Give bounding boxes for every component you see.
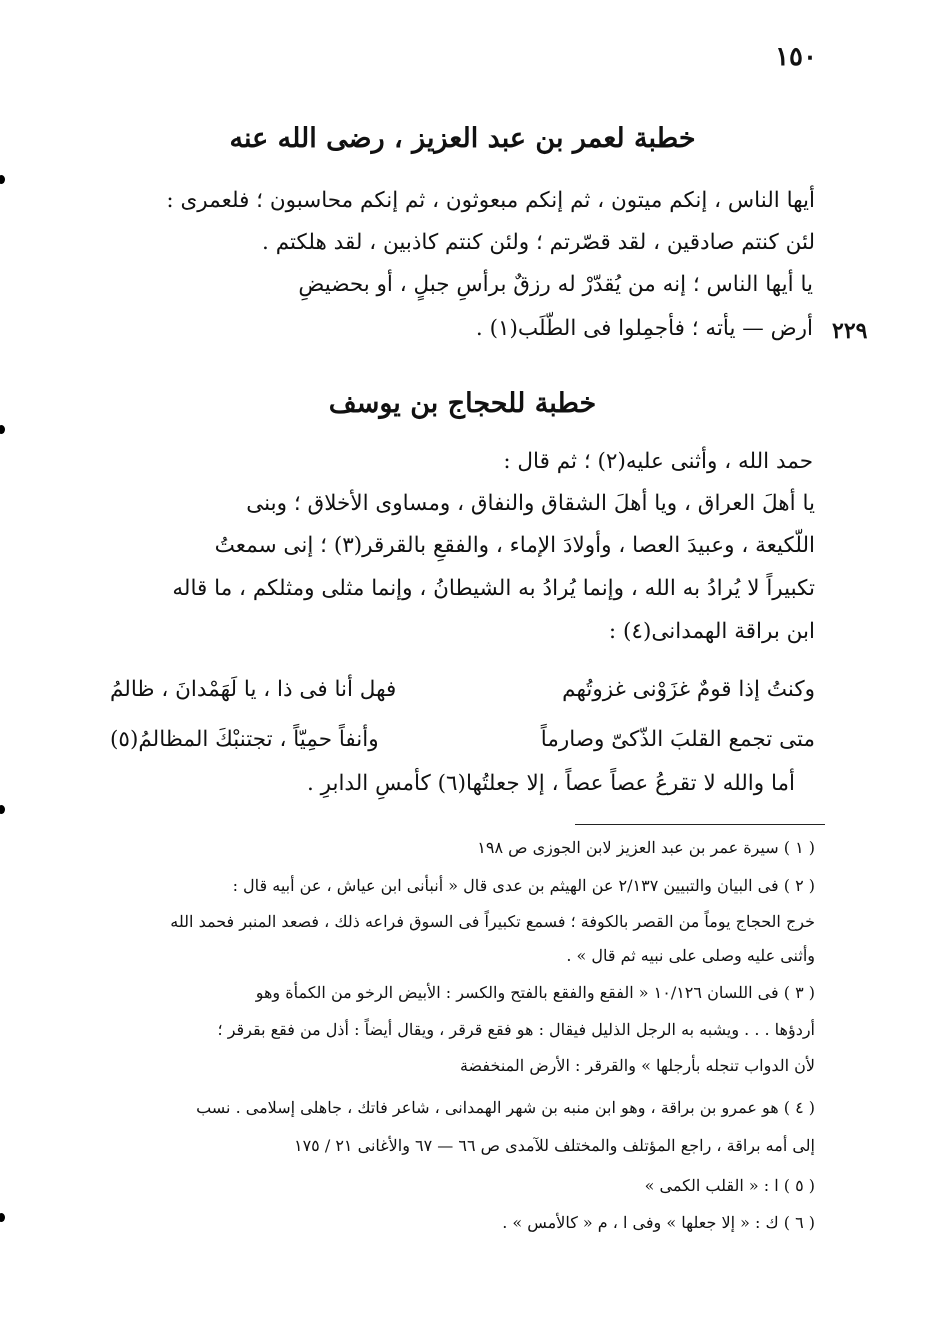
section-title-umar: خطبة لعمر بن عبد العزيز ، رضى الله عنه xyxy=(229,123,696,154)
text-line: أيها الناس ، إنكم ميتون ، ثم إنكم مبعوثون ، ثم إنكم محاسبون ؛ فلعمرى : xyxy=(166,188,815,213)
verse-hemistich: وكنتُ إذا قومٌ غزَوْنى غزوتُهم xyxy=(562,677,815,702)
footnote: ( ٤ ) هو عمرو بن براقة ، وهو ابن منبه بن شهر الهمدانى ، شاعر فاتك ، جاهلى إسلامى . نسب xyxy=(196,1098,815,1117)
text-line: يا أهلَ العراق ، ويا أهلَ الشقاق والنفاق ، ومساوى الأخلاق ؛ وبنى xyxy=(246,491,815,516)
text-line: اللّكيعة ، وعبيدَ العصا ، وأولادَ الإماء ، والفقعِ بالقرقر(٣) ؛ إنى سمعتُ xyxy=(214,533,815,558)
verse-hemistich: متى تجمع القلبَ الذّكىّ وصارماً xyxy=(540,727,815,752)
text-line: أما والله لا تقرعُ عصاً عصاً ، إلا جعلتُها(٦) كأمسِ الدابرِ . xyxy=(306,771,795,796)
text-line: تكبيراً لا يُرادُ به الله ، وإنما يُرادُ به الشيطانُ ، وإنما مثلى ومثلكم ، ما قاله xyxy=(172,576,815,601)
verse-hemistich: وأنفاً حمِيّاً ، تجتنبْكَ المظالمُ(٥) xyxy=(110,727,379,752)
text-line: حمد الله ، وأثنى عليه(٢) ؛ ثم قال : xyxy=(503,449,813,474)
scan-mark xyxy=(0,175,5,184)
footnote: ( ٢ ) فى البيان والتبيين ٢/١٣٧ عن الهيثم بن عدى قال « أنبأنى ابن عياش ، عن أبيه قال : xyxy=(232,876,815,895)
footnote: وأثنى عليه وصلى على نبيه ثم قال » . xyxy=(566,946,815,965)
text-line: يا أيها الناس ؛ إنه من يُقدّرْ له رزقٌ برأسِ جبلٍ ، أو بحضيضِ xyxy=(298,272,813,297)
scan-mark xyxy=(0,1213,5,1222)
footnote: ( ١ ) سيرة عمر بن عبد العزيز لابن الجوزى ص ١٩٨ xyxy=(477,838,815,857)
page-number: ١٥٠ xyxy=(775,42,817,72)
section-title-hajjaj: خطبة للحجاج بن يوسف xyxy=(328,388,597,419)
footnote: لأن الدواب تنجله بأرجلها » والقرقر : الأرض المنخفضة xyxy=(459,1056,815,1075)
margin-number: ٢٢٩ xyxy=(832,318,868,344)
footnote: ( ٣ ) فى اللسان ١٠/١٢٦ « الفقع والفقع بالفتح والكسر : الأبيض الرخو من الكمأة وهو xyxy=(255,983,815,1002)
footnote-divider xyxy=(575,824,825,825)
scan-mark xyxy=(0,425,5,434)
footnote: أردؤها . . . ويشبه به الرجل الذليل فيقال : هو فقع قرقر ، ويقال أيضاً : أذل من فقع بقرقر ؛ xyxy=(217,1020,815,1039)
text-line: ابن براقة الهمدانى(٤) : xyxy=(608,619,815,644)
footnote: إلى أمه براقة ، راجع المؤتلف والمختلف للآمدى ص ٦٦ — ٦٧ والأغانى ٢١ / ١٧٥ xyxy=(293,1136,815,1155)
footnote: ( ٥ ) ا : « القلب الكمى » xyxy=(644,1176,815,1195)
text-line: أرض — يأته ؛ فأجمِلوا فى الطّلَب(١) . xyxy=(475,316,813,341)
footnote: ( ٦ ) ك : « إلا جعلها » وفى ا ، م « كالأمس » . xyxy=(502,1213,815,1232)
verse-hemistich: فهل أنا فى ذا ، يا لَهَمْدانَ ، ظالمُ xyxy=(110,677,397,702)
footnote: خرج الحجاج يوماً من القصر بالكوفة ؛ فسمع تكبيراً فى السوق فراعه ذلك ، فصعد المنبر فحمد الله xyxy=(170,912,815,931)
scan-mark xyxy=(0,805,5,814)
text-line: لئن كنتم صادقين ، لقد قصّرتم ؛ ولئن كنتم كاذبين ، لقد هلكتم . xyxy=(262,230,815,255)
